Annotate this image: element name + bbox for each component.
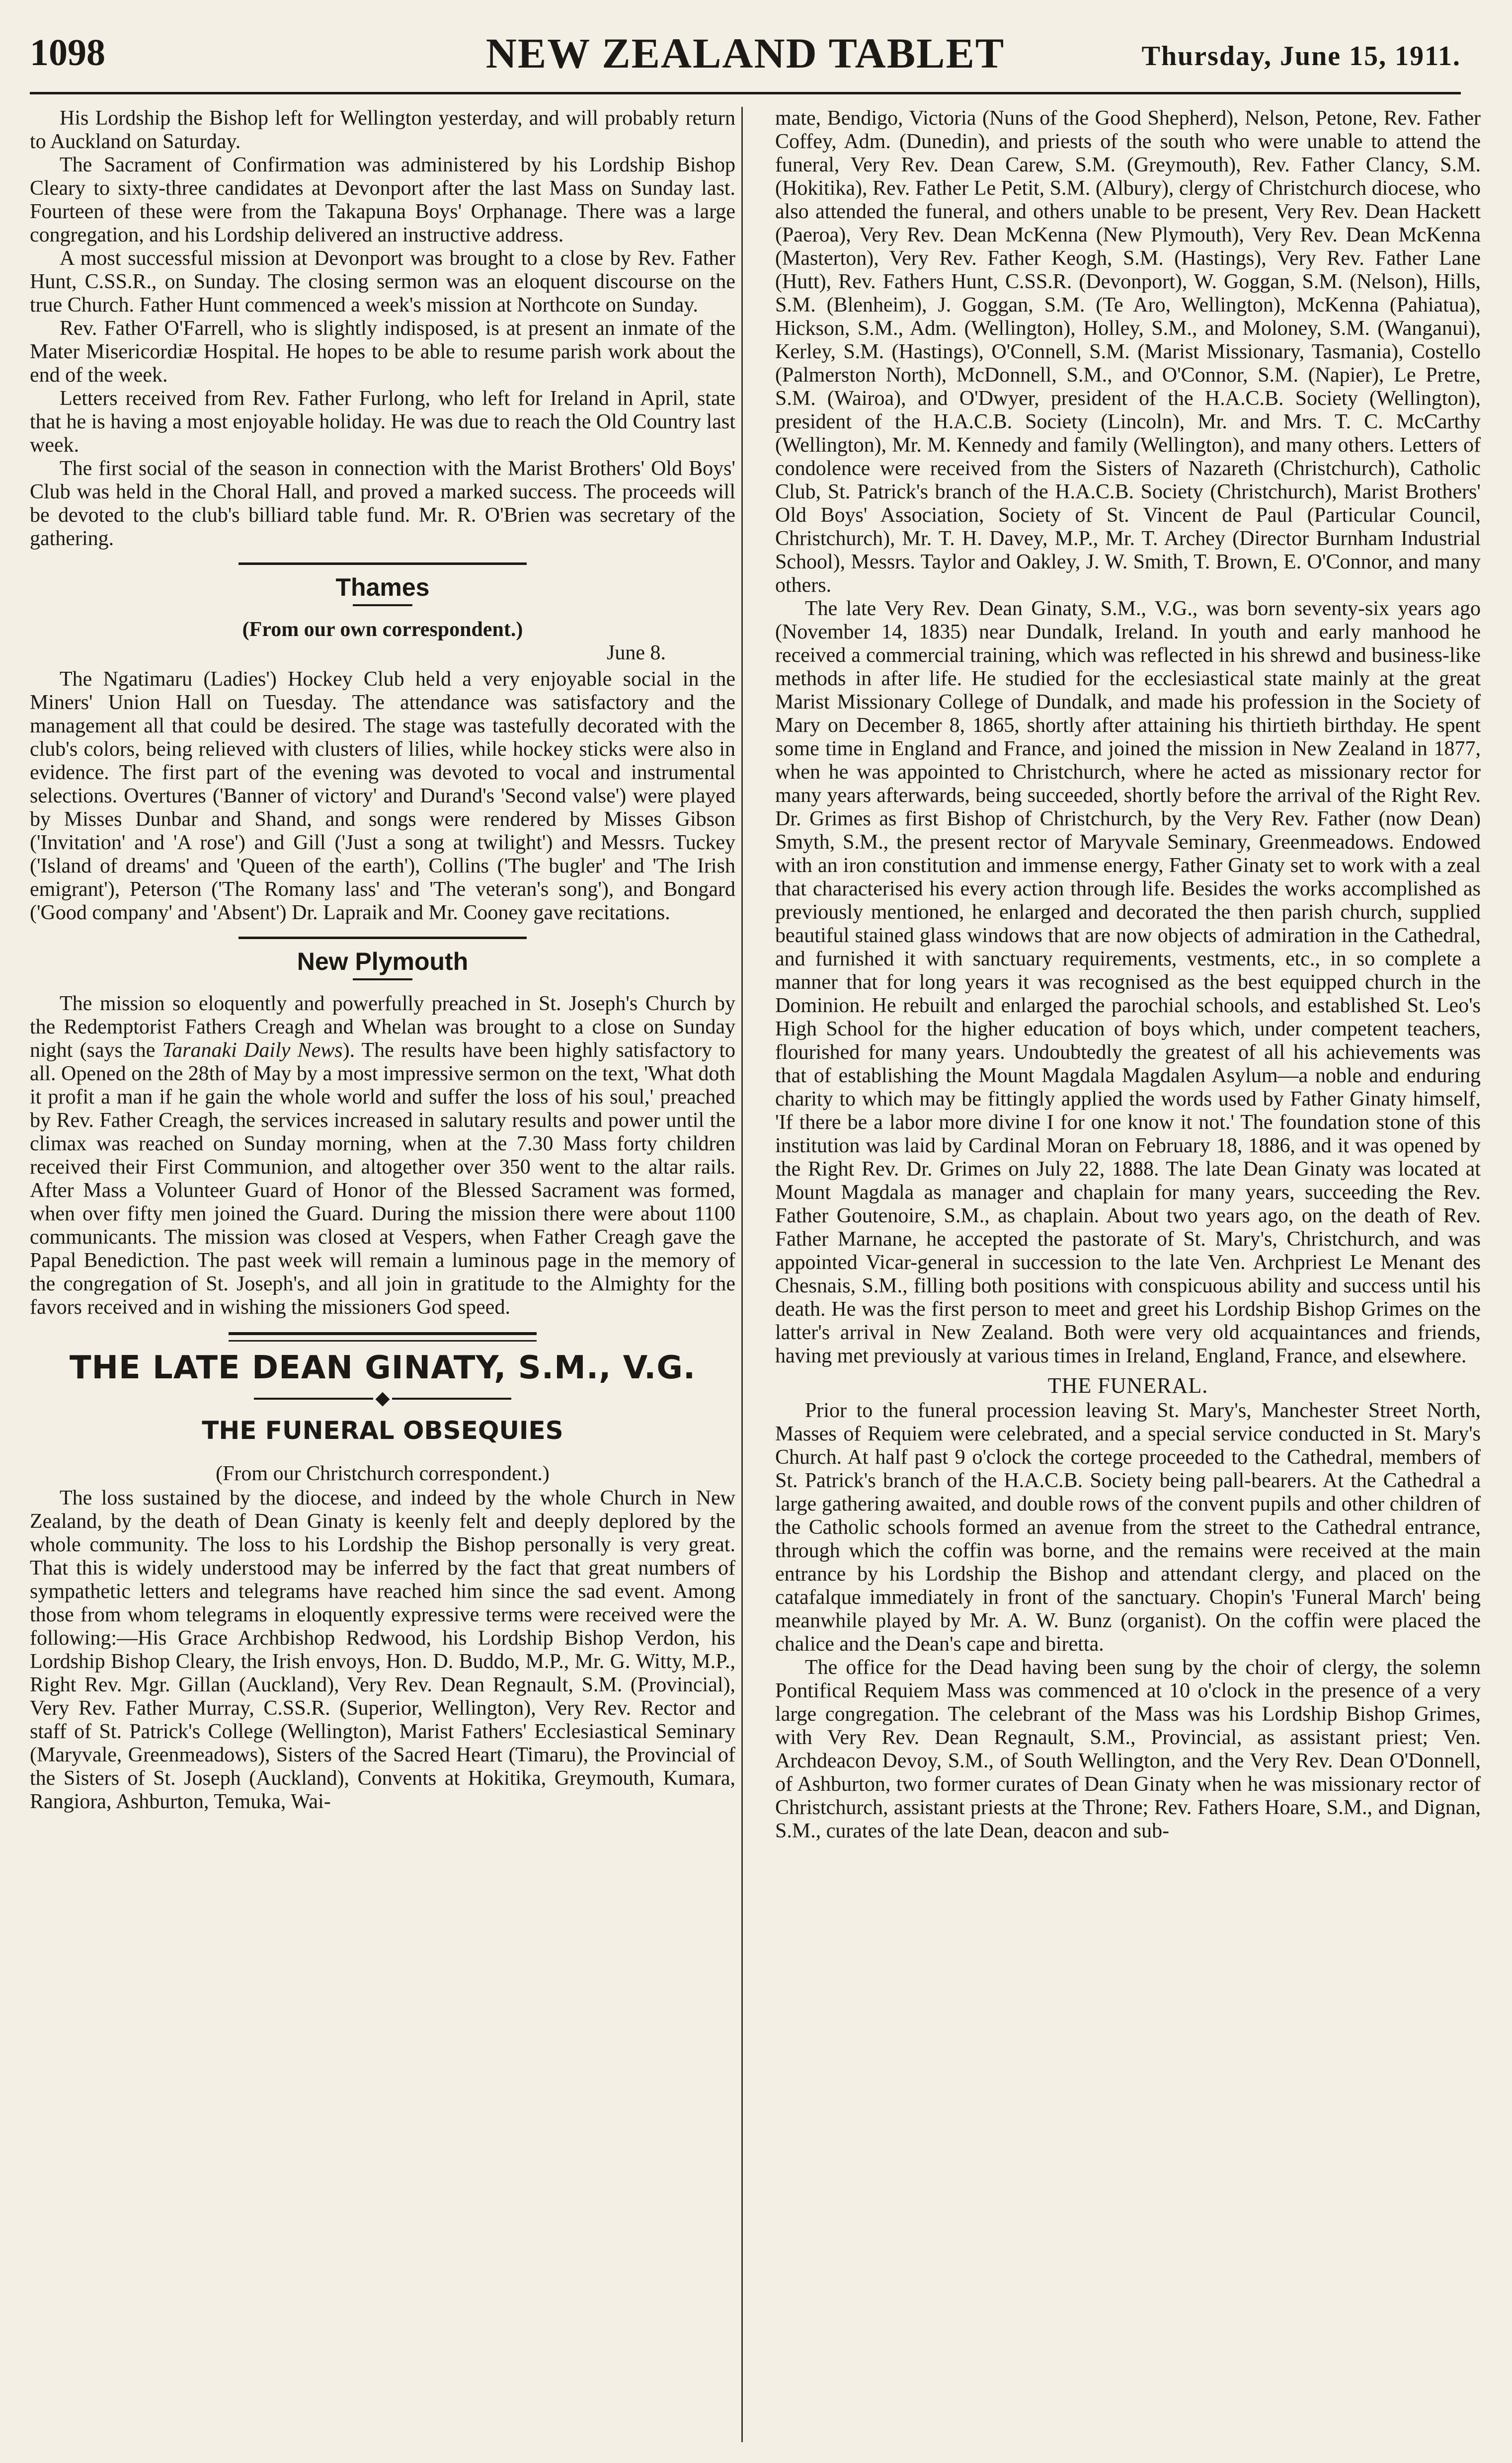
- paragraph: Letters received from Rev. Father Furlong, who left for Ireland in April, state that he is having a most enjoyable holiday. He was due to reach the Old Country last week.: [30, 387, 735, 457]
- paragraph: A most successful mission at Devonport was brought to a close by Rev. Father Hunt, C.SS.R., on Sunday. The closing sermon was an eloquent discourse on the true Church. Father Hunt commenced a week's mission at Northcote on Sunday.: [30, 247, 735, 317]
- article-subheadline: THE FUNERAL OBSEQUIES: [202, 1416, 563, 1445]
- paragraph: Rev. Father O'Farrell, who is slightly indisposed, is at present an inmate of the Mater Misericordiæ Hospital. He hopes to be able to resume parish work about the end of the week.: [30, 317, 735, 387]
- paragraph: The late Very Rev. Dean Ginaty, S.M., V.G., was born seventy-six years ago (November 14, 1835) near Dundalk, Ireland. In youth and early manhood he received a commercial training, which was reflected in his shrewd and business-like methods in after life. He studied for the ecclesiastical state mainly at the great Marist Missionary College of Dundalk, and made his profession in the Society of Mary on December 8, 1865, shortly after attaining his thirtieth birthday. He spent some time in England and France, and joined the mission in New Zealand in 1877, when he was appointed to Christchurch, where he acted as missionary rector for many years afterwards, being succeeded, shortly before the arrival of the Right Rev. Dr. Grimes as first Bishop of Christchurch, by the Very Rev. Father (now Dean) Smyth, S.M., the present rector of Maryvale Seminary, Greenmeadows. Endowed with an iron constitution and immense energy, Father Ginaty set to work with a zeal that characterised his every action through life. Besides the works accomplished as previously mentioned, he enlarged and decorated the then parish church, supplied beautiful stained glass windows that are now objects of admiration in the Cathedral, and furnished it with sanctuary requirements, vestments, etc., in so complete a manner that for long years it was recognised as the best equipped church in the Dominion. He rebuilt and enlarged the parochial schools, and established St. Leo's High School for the higher education of boys which, under competent teachers, flourished for many years. Undoubtedly the greatest of all his achievements was that of establishing the Mount Magdala Magdalen Asylum—a noble and enduring charity to which may be fittingly applied the words used by Father Ginaty himself, 'If there be a labor more divine I for one know it not.' The foundation stone of this institution was laid by Cardinal Moran on February 18, 1886, and it was opened by the Right Rev. Dr. Grimes on July 22, 1888. The late Dean Ginaty was located at Mount Magdala as manager and chaplain for many years, succeeding the Rev. Father Goutenoire, S.M., as chaplain. About two years ago, on the death of Rev. Father Marnane, he accepted the pastorate of St. Mary's, Christchurch, and was appointed Vicar-general in succession to the late Ven. Archpriest Le Menant des Chesnais, S.M., filling both positions with conspicuous ability and success until his death. He was the first person to meet and greet his Lordship Bishop Grimes on the latter's arrival in New Zealand. Both were very old acquaintances and friends, having met previously at various times in Ireland, England, France, and elsewhere.: [775, 597, 1481, 1367]
- newspaper-title: NEW ZEALAND TABLET: [485, 29, 1005, 77]
- column-rule: [741, 107, 743, 2442]
- section-divider: [239, 937, 527, 939]
- paragraph: His Lordship the Bishop left for Wellington yesterday, and will probably return to Auckland on Saturday.: [30, 107, 735, 153]
- section-title-thames: Thames: [335, 573, 430, 601]
- paragraph: The Sacrament of Confirmation was administered by his Lordship Bishop Cleary to sixty-three candidates at Devonport after the last Mass on Sunday last. Fourteen of these were from the Takapuna Boys' Orphanage. There was a large congregation, and his Lordship delivered an instructive address.: [30, 154, 735, 246]
- right-column: [775, 107, 1481, 2442]
- masthead: [30, 27, 1461, 94]
- section-divider: [239, 562, 527, 565]
- paragraph: The mission so eloquently and powerfully preached in St. Joseph's Church by the Redemptorist Fathers Creagh and Whelan was brought to a close on Sunday night (says the Taranaki Daily News). The results have been highly satisfactory to all. Opened on the 28th of May by a most impressive sermon on the text, 'What doth it profit a man if he gain the whole world and suffer the loss of his soul,' preached by Rev. Father Creagh, the services increased in salutary results and power until the climax was reached on Sunday morning, when at the 7.30 Mass forty children received their First Communion, and altogether over 350 went to the altar rails. After Mass a Volunteer Guard of Honor of the Blessed Sacrament was formed, when over fifty men joined the Guard. During the mission there were about 1100 communicants. The mission was closed at Vespers, when Father Creagh gave the Papal Benediction. The past week will remain a luminous page in the memory of the congregation of St. Joseph's, and all join in gratitude to the Almighty for the favors received and in wishing the missioners God speed.: [30, 992, 735, 1319]
- dateline: June 8.: [607, 641, 666, 664]
- section-title-new-plymouth: New Plymouth: [297, 948, 469, 975]
- paragraph: Prior to the funeral procession leaving St. Mary's, Manchester Street North, Masses of Requiem were celebrated, and a special service conducted in St. Mary's Church. At half past 9 o'clock the cortege proceeded to the Cathedral, members of St. Patrick's branch of the H.A.C.B. Society being pall-bearers. At the Cathedral a large gathering awaited, and double rows of the convent pupils and other children of the Catholic schools formed an avenue from the street to the Cathedral entrance, through which the coffin was borne, and the remains were received at the main entrance by his Lordship the Bishop and attendant clergy, and placed on the catafalque immediately in front of the sanctuary. Chopin's 'Funeral March' being meanwhile played by Mr. A. W. Bunz (organist). On the coffin were placed the chalice and the Dean's cape and biretta.: [775, 1399, 1481, 1656]
- newspaper-name: Taranaki Daily News: [162, 1039, 343, 1062]
- paragraph: mate, Bendigo, Victoria (Nuns of the Good Shepherd), Nelson, Petone, Rev. Father Coffey, Adm. (Dunedin), and priests of the south who were unable to attend the funeral, Very Rev. Dean Carew, S.M. (Greymouth), Rev. Father Clancy, S.M. (Hokitika), Rev. Father Le Petit, S.M. (Albury), clergy of Christchurch diocese, who also attended the funeral, and others unable to be present, Very Rev. Dean Hackett (Paeroa), Very Rev. Dean McKenna (New Plymouth), Very Rev. Dean McKenna (Masterton), Very Rev. Father Keogh, S.M. (Hastings), Very Rev. Father Lane (Hutt), Rev. Fathers Hunt, C.SS.R. (Devonport), W. Goggan, S.M. (Nelson), Hills, S.M. (Blenheim), J. Goggan, S.M. (Te Aro, Wellington), McKenna (Pahiatua), Hickson, S.M., Adm. (Wellington), Holley, S.M., and Moloney, S.M. (Wanganui), Kerley, S.M. (Hastings), O'Connell, S.M. (Marist Missionary, Tasmania), Costello (Palmerston North), McDonnell, S.M., and O'Connor, S.M. (Napier), Le Pretre, S.M. (Wairoa), and O'Dwyer, president of the H.A.C.B. Society (Wellington), president of the H.A.C.B. Society (Lincoln), Mr. and Mrs. T. C. McCarthy (Wellington), Mr. M. Kennedy and family (Wellington), and many others. Letters of condolence were received from the Sisters of Nazareth (Christchurch), Catholic Club, St. Patrick's branch of the H.A.C.B. Society (Christchurch), Marist Brothers' Old Boys' Association, Society of St. Vincent de Paul (Particular Council, Christchurch), Mr. T. H. Davey, M.P., Mr. T. Archey (Director Burnham Industrial School), Messrs. Taylor and Oakley, J. W. Smith, T. Brown, E. O'Connor, and many others.: [775, 107, 1481, 597]
- page-number: 1098: [30, 32, 105, 74]
- section-heading-funeral: THE FUNERAL.: [1047, 1373, 1208, 1398]
- title-underline: [353, 604, 412, 606]
- article-divider: [229, 1332, 537, 1342]
- paragraph: The Ngatimaru (Ladies') Hockey Club held a very enjoyable social in the Miners' Union Hall on Tuesday. The attendance was satisfactory and the management all that could be desired. The stage was tastefully decorated with the club's colors, being relieved with clusters of lilies, while hockey sticks were also in evidence. The first part of the evening was devoted to vocal and instrumental selections. Overtures ('Banner of victory' and Durand's 'Second valse') were played by Misses Dunbar and Shand, and songs were rendered by Misses Gibson ('Invitation' and 'A rose') and Gill ('Just a song at twilight') and Messrs. Tuckey ('Island of dreams' and 'Queen of the earth'), Collins ('The bugler' and 'The Irish emigrant'), Peterson ('The Romany lass' and 'The veteran's song'), and Bongard ('Good company' and 'Absent') Dr. Lapraik and Mr. Cooney gave recitations.: [30, 668, 735, 924]
- paragraph: The loss sustained by the diocese, and indeed by the whole Church in New Zealand, by the death of Dean Ginaty is keenly felt and deeply deplored by the whole community. The loss to his Lordship the Bishop personally is very great. That this is widely understood may be inferred by the fact that great numbers of sympathetic letters and telegrams have reached him since the sad event. Among those from whom telegrams in eloquently expressive terms were received were the following:—His Grace Archbishop Redwood, his Lordship Bishop Verdon, his Lordship Bishop Cleary, the Irish envoys, Hon. D. Buddo, M.P., Mr. G. Witty, M.P., Right Rev. Mgr. Gillan (Auckland), Very Rev. Dean Regnault, S.M. (Provincial), Very Rev. Father Murray, C.SS.R. (Superior, Wellington), Very Rev. Rector and staff of St. Patrick's College (Wellington), Marist Fathers' Ecclesiastical Seminary (Maryvale, Greenmeadows), Sisters of the Sacred Heart (Timaru), the Provincial of the Sisters of St. Joseph (Auckland), Convents at Hokitika, Greymouth, Kumara, Rangiora, Ashburton, Temuka, Wai-: [30, 1487, 735, 1813]
- issue-date: Thursday, June 15, 1911.: [1141, 41, 1461, 72]
- diamond-icon: ◆: [375, 1388, 390, 1409]
- diamond-rule: [30, 1387, 735, 1410]
- left-column: [30, 107, 735, 2442]
- paragraph: The office for the Dead having been sung by the choir of clergy, the solemn Pontifical Requiem Mass was commenced at 10 o'clock in the presence of a very large congregation. The celebrant of the Mass was his Lordship Bishop Grimes, with Very Rev. Dean Regnault, S.M., Provincial, as assistant priest; Ven. Archdeacon Devoy, S.M., of South Wellington, and the Very Rev. Dean O'Donnell, of Ashburton, two former curates of Dean Ginaty when he was missionary rector of Christchurch, assistant priests at the Throne; Rev. Fathers Hoare, S.M., and Dignan, S.M., curates of the late Dean, deacon and sub-: [775, 1656, 1481, 1842]
- correspondent-line: (From our own correspondent.): [242, 618, 523, 641]
- article-headline: THE LATE DEAN GINATY, S.M., V.G.: [69, 1350, 696, 1386]
- paragraph: The first social of the season in connection with the Marist Brothers' Old Boys' Club was held in the Choral Hall, and proved a marked success. The proceeds will be devoted to the club's billiard table fund. Mr. R. O'Brien was secretary of the gathering.: [30, 457, 735, 550]
- title-underline: [353, 978, 412, 980]
- correspondent-line: (From our Christchurch correspondent.): [216, 1462, 550, 1485]
